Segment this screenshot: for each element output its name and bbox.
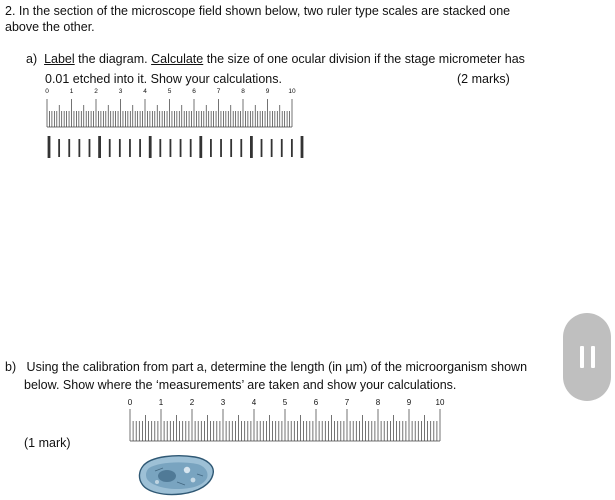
scale-label: 8: [241, 88, 245, 95]
scale-label: 8: [375, 398, 381, 407]
micrometer-line: [159, 139, 161, 157]
scale-label: 5: [167, 88, 172, 95]
part-a-marks: (2 marks): [457, 72, 510, 86]
scale-label: 3: [118, 88, 123, 95]
scale-label: 1: [158, 398, 164, 407]
microorganism-image: [137, 452, 217, 496]
scale-label: 2: [94, 88, 98, 95]
micrometer-line: [68, 139, 70, 157]
micrometer-line: [230, 139, 232, 157]
micrometer-line: [170, 139, 172, 157]
part-a-line-1: [26, 52, 525, 67]
micrometer-line: [48, 136, 51, 158]
micrometer-line: [180, 139, 182, 157]
micrometer-line: [129, 139, 131, 157]
part-b-marks: (1 mark): [24, 436, 71, 450]
micrometer-line: [78, 139, 80, 157]
scale-label: 9: [265, 88, 270, 95]
part-b-prefix: b): [5, 360, 17, 374]
scale-label: 9: [406, 398, 412, 407]
scale-label: 10: [435, 398, 445, 407]
question-line-2: above the other.: [5, 20, 95, 34]
micrometer-line: [261, 139, 263, 157]
scale-label: 3: [220, 398, 226, 407]
part-a-line-2: 0.01 etched into it. Show your calculations.: [45, 72, 282, 86]
micrometer-line: [89, 139, 91, 157]
micrometer-line: [220, 139, 222, 157]
micrometer-line: [281, 139, 283, 157]
ocular-scale: [38, 85, 308, 131]
calculate-word: Calculate: [151, 52, 204, 66]
micrometer-line: [119, 139, 121, 157]
part-a-rest: the size of one ocular division if the stage micrometer has: [203, 52, 525, 66]
micrometer-line: [271, 139, 273, 157]
scale-label: 10: [288, 88, 296, 95]
micrometer-line: [139, 139, 141, 157]
micrometer-line: [301, 136, 304, 158]
scale-label: 4: [251, 398, 257, 407]
scale-label: 5: [282, 398, 288, 407]
scale-label: 6: [192, 88, 196, 95]
micrometer-line: [149, 136, 152, 158]
scale-label: 6: [313, 398, 319, 407]
micrometer-line: [58, 139, 60, 157]
scroll-handle[interactable]: [563, 313, 611, 401]
part-b-text-1: Using the calibration from part a, determine the length (in µm) of the microorganism shown: [26, 360, 528, 374]
micrometer-line: [210, 139, 212, 157]
scale-label: 0: [127, 398, 133, 407]
scale-label: 2: [189, 398, 195, 407]
micrometer-line: [190, 139, 192, 157]
part-a-mid: the diagram.: [74, 52, 152, 66]
scale-label: 7: [216, 88, 221, 95]
ocular-scale-b: [124, 395, 454, 445]
stage-micrometer-scale: [40, 135, 310, 161]
micrometer-line: [199, 136, 202, 158]
scale-label: 7: [344, 398, 350, 407]
micrometer-line: [250, 136, 253, 158]
scale-label: 0: [45, 88, 49, 95]
micrometer-line: [109, 139, 111, 157]
grip-icon: [580, 346, 595, 368]
micrometer-line: [98, 136, 101, 158]
question-line-1: 2. In the section of the microscope field shown below, two ruler type scales are stacked one: [5, 4, 511, 18]
scale-label: 1: [69, 88, 74, 95]
scale-label: 4: [143, 88, 147, 95]
micrometer-line: [291, 139, 293, 157]
part-b-line-1: [5, 360, 527, 375]
part-b-line-2: below. Show where the ‘measurements’ are taken and show your calculations.: [24, 378, 457, 392]
label-word: Label: [44, 52, 75, 66]
micrometer-line: [240, 139, 242, 157]
part-a-prefix: a): [26, 52, 38, 66]
